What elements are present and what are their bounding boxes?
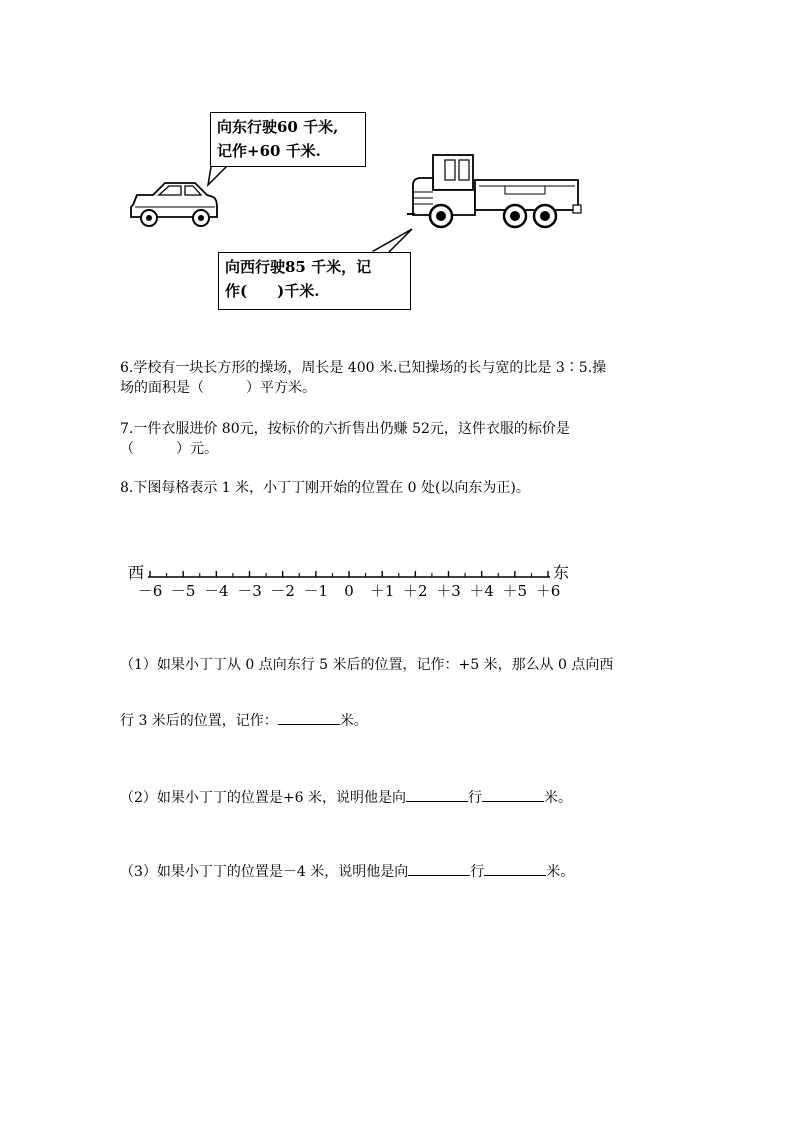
east-bubble-line1: 向东行驶60 千米, xyxy=(217,118,339,136)
tick-label: ＋4 xyxy=(469,582,494,600)
tick-label: ＋6 xyxy=(535,582,561,600)
question-8-sub3 xyxy=(120,861,574,882)
tick-label: －2 xyxy=(270,582,295,600)
sub2-distance-blank[interactable] xyxy=(482,787,544,802)
number-line-ticks xyxy=(150,571,548,577)
west-bubble-line1: 向西行驶85 千米，记 xyxy=(225,258,372,276)
number-line xyxy=(120,555,590,605)
tick-label: －6 xyxy=(137,582,163,600)
tick-label: －5 xyxy=(170,582,196,600)
sub3-direction-blank[interactable] xyxy=(408,861,470,876)
question-8-sub1-line2 xyxy=(120,710,368,731)
sub3-text-c: 米。 xyxy=(546,864,575,880)
question-7-line1: 7.一件衣服进价 80元，按标价的六折售出仍赚 52元，这件衣服的标价是 xyxy=(120,421,570,437)
sub1-answer-blank[interactable] xyxy=(278,710,340,725)
sub3-text-b: 行 xyxy=(470,864,485,880)
sub2-direction-blank[interactable] xyxy=(406,787,468,802)
east-speech-bubble xyxy=(210,112,366,167)
tick-label: －1 xyxy=(303,582,329,600)
tick-label: －4 xyxy=(204,582,229,600)
tick-label: 0 xyxy=(344,582,354,600)
sub1-text-a: 行 3 米后的位置，记作： xyxy=(120,713,278,729)
question-6-line2: 场的面积是（ ）平方米。 xyxy=(120,380,316,396)
sub2-text-a: （2）如果小丁丁的位置是+6 米，说明他是向 xyxy=(120,790,406,806)
question-7 xyxy=(120,419,570,459)
tick-label: ＋3 xyxy=(436,582,461,600)
east-label: 东 xyxy=(553,563,570,582)
question-6 xyxy=(120,358,606,398)
tick-label: ＋1 xyxy=(369,582,395,600)
question-6-line1: 6.学校有一块长方形的操场，周长是 400 米.已知操场的长与宽的比是 3∶5.操 xyxy=(120,360,607,376)
tick-label: ＋2 xyxy=(403,582,428,600)
number-line-labels xyxy=(138,582,561,600)
west-speech-bubble xyxy=(218,252,411,310)
sub2-text-c: 米。 xyxy=(544,790,572,806)
sub3-distance-blank[interactable] xyxy=(484,861,546,876)
sub2-text-b: 行 xyxy=(468,790,482,806)
tick-label: －3 xyxy=(237,582,262,600)
question-7-line2: （ ）元。 xyxy=(120,441,218,457)
sub3-text-a: （3）如果小丁丁的位置是－4 米，说明他是向 xyxy=(120,864,409,880)
question-8-sub1-line1: （1）如果小丁丁从 0 点向东行 5 米后的位置，记作：+5 米，那么从 0 点向西 xyxy=(120,657,614,673)
west-bubble-line2: 作( )千米. xyxy=(225,282,320,300)
question-8-sub2 xyxy=(120,787,572,808)
tick-label: ＋5 xyxy=(502,582,528,600)
question-8-intro: 8.下图每格表示 1 米，小丁丁刚开始的位置在 0 处(以向东为正)。 xyxy=(120,480,530,496)
west-label: 西 xyxy=(128,563,145,582)
east-bubble-line2: 记作+60 千米. xyxy=(217,142,321,160)
sub1-text-b: 米。 xyxy=(339,713,368,729)
truck-illustration xyxy=(405,150,585,235)
